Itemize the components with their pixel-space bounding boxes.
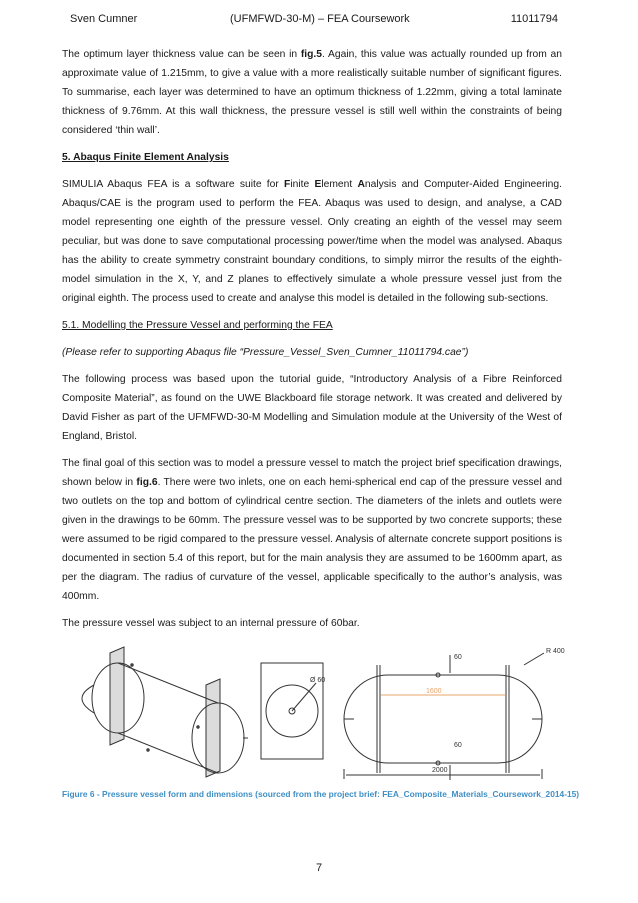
side-view (344, 653, 544, 780)
dim-top: 60 (454, 654, 462, 661)
figure-ref-5: fig.5 (300, 49, 323, 60)
header-author: Sven Cumner (70, 13, 138, 25)
text-run: inite (290, 179, 315, 190)
dim-radius: R 400 (546, 648, 565, 655)
pressure-vessel-drawings (58, 645, 578, 780)
text-run: . There were two inlets, one on each hemi-spherical end cap of the pressure vessel and two outlets on the top and bottom of cylindrical centre section. The diameters of the inlets and outlets were given in the drawings to be 60mm. The pressure vessel was to be supported by two concrete supports; these were assumed to be rigid compared to the pressure vessel. Analysis of alternate concrete support positions is documented in section 5.4 of this report, but for the main analysis they are assumed to be 1600mm apart, as per the diagram. The radius of curvature of the vessel, applicable specifically to the author’s analysis, was 400mm. (62, 477, 562, 602)
supporting-file-note: (Please refer to supporting Abaqus file “Pressure_Vessel_Sven_Cumner_11011794.cae”) (62, 347, 469, 358)
text-run: lement (321, 179, 358, 190)
document-body (62, 45, 562, 641)
figure-6 (58, 645, 578, 780)
bold-letter-e: E (314, 179, 322, 190)
isometric-vessel-view (82, 647, 248, 777)
paragraph-final-goal (62, 454, 562, 606)
text-run: . Again, this value was actually rounded up from an approximate value of 1.215mm, to give a value with a more realistically suitable number of significant figures. To summarise, each layer was determined to have an optimum thickness of 1.22mm, giving a total laminate thickness of 9.76mm. At this wall thickness, the pressure vessel is still well within the constraints of being considered ‘thin wall’. (62, 49, 563, 136)
paragraph-abaqus-intro (62, 175, 562, 308)
paragraph-tutorial-guide: The following process was based upon the tutorial guide, “Introductory Analysis of a Fibre Reinforced Composite Material”, as found on the UWE Blackboard file storage network. It was created and delivered by David Fisher as part of the UFMFWD-30-M Modelling and Simulation module at the University of the West of England, Bristol. (62, 374, 562, 442)
figure-ref-6: fig.6 (136, 477, 158, 488)
bold-letter-f: F (284, 179, 291, 190)
text-run: The optimum layer thickness value can be seen in (62, 49, 301, 60)
text-run: SIMULIA Abaqus FEA is a software suite for (62, 179, 285, 190)
paragraph-internal-pressure: The pressure vessel was subject to an internal pressure of 60bar. (62, 618, 360, 629)
figure-caption: Figure 6 - Pressure vessel form and dimensions (sourced from the project brief: FEA_Composite_Materials_Coursework_2014-15) (62, 789, 580, 799)
text-run: nalysis and Computer-Aided Engineering. Abaqus/CAE is the program used to perform the FEA. Abaqus was used to design, and analyse, a CAD model representing one eighth of the pressure vessel. Only creating an eighth of the vessel may seem peculiar, but was done to save computational processing power/time when the model was analysed. Abaqus has the ability to create symmetry constraint boundary conditions, to simply mirror the results of the eighth-model simulation in the X, Y, and Z planes to effectively simulate a whole pressure vessel just from the original eighth. The process used to create and analyse this model is detailed in the following sub-sections. (62, 179, 562, 304)
bold-letter-a: A (357, 179, 365, 190)
section-heading-5-1: 5.1. Modelling the Pressure Vessel and performing the FEA (62, 320, 333, 331)
dim-length: 2000 (432, 767, 448, 774)
dim-bottom: 60 (454, 742, 462, 749)
section-heading-5: 5. Abaqus Finite Element Analysis (62, 152, 229, 163)
dim-span: 1600 (426, 688, 442, 695)
paragraph-layer-thickness (62, 45, 562, 140)
dim-diameter: Ø 60 (310, 677, 326, 684)
text-run: The final goal of this section was to model a pressure vessel to match the project brief specification drawings, shown below in (62, 458, 562, 488)
header-student-id: 11011794 (510, 13, 558, 25)
header-module: (UFMFWD-30-M) – FEA Coursework (230, 13, 410, 25)
page-number: 7 (315, 862, 323, 874)
